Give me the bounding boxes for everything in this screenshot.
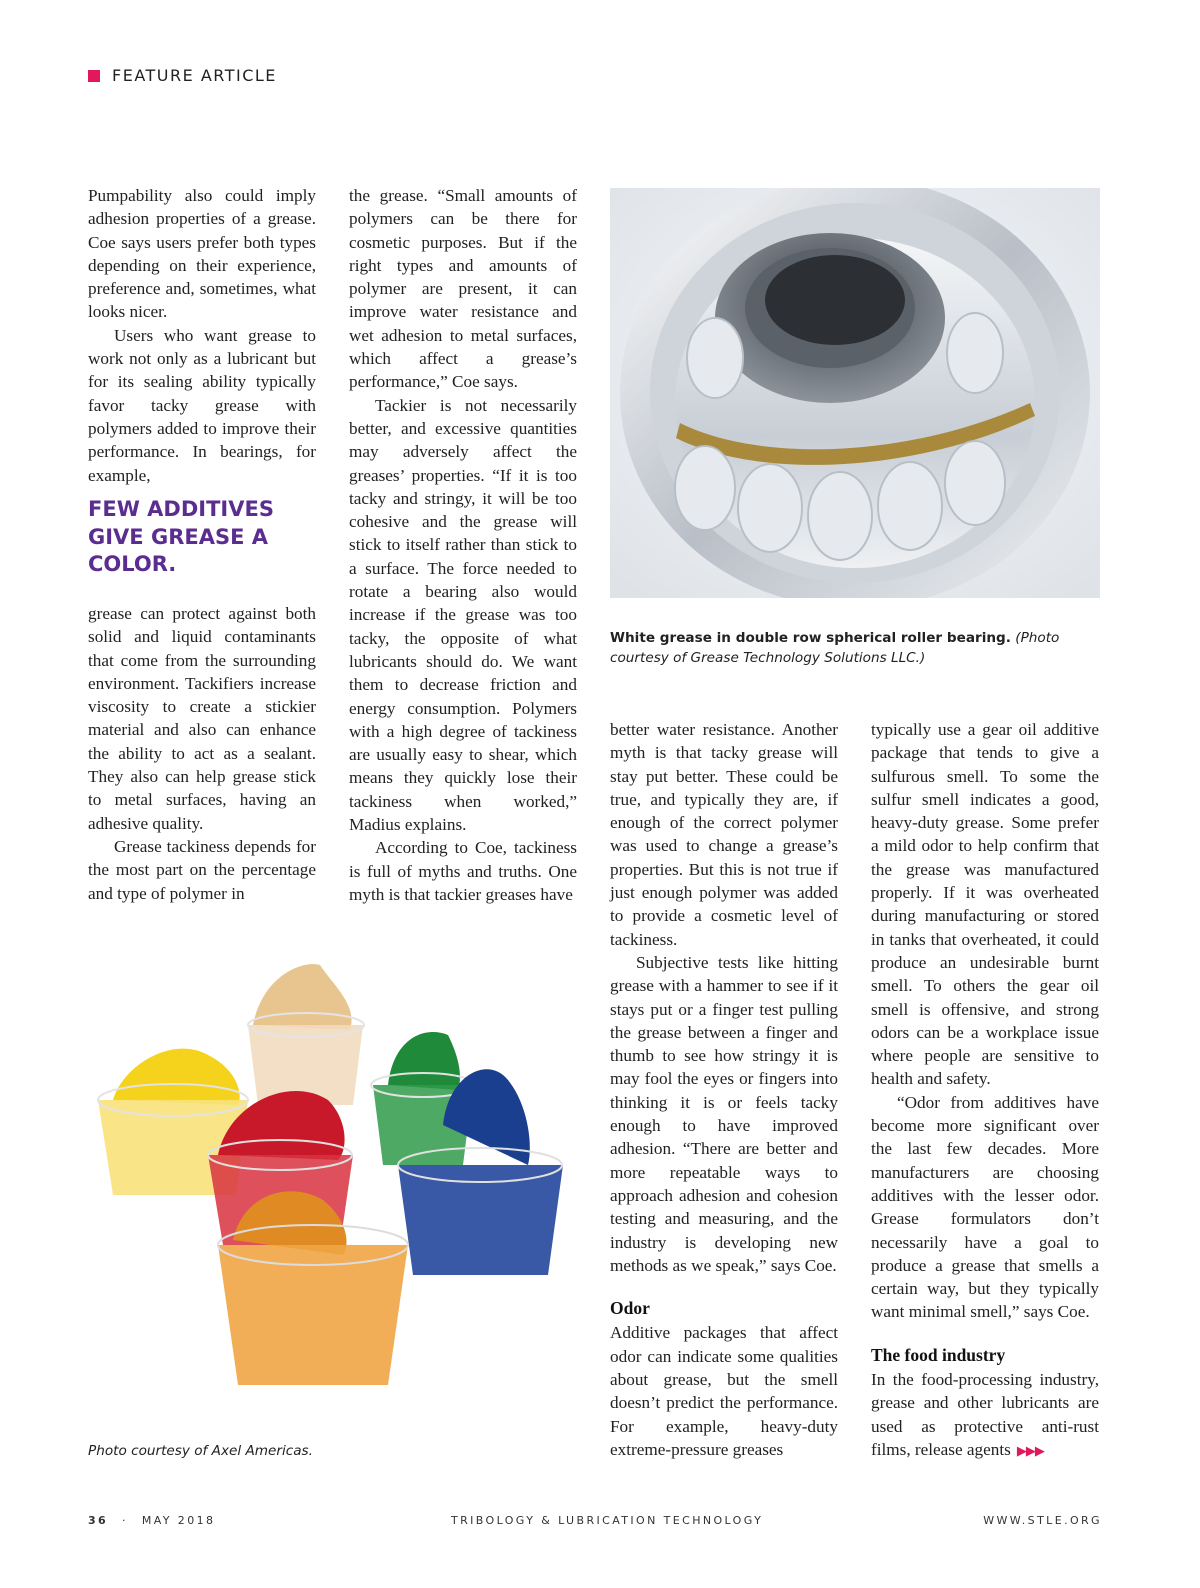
paragraph: Tackier is not necessarily better, and excessive quantities may adversely affect the greases’ properties. “If it is too tacky and stringy, it will be too cohesive and the grease will stick to itself rather than stick to a surface. The force needed to rotate a bearing also would increase if the grease was too tacky, the opposite of what lubricants should do. We want them to decrease friction and energy consumption. Polymers with a high degree of tackiness are usually easy to shear, which means they quickly lose their tackiness when worked,” Madius explains. bbox=[349, 395, 577, 835]
section-label: FEATURE ARTICLE bbox=[112, 66, 277, 85]
bearing-caption bbox=[610, 628, 1102, 668]
column-3 bbox=[610, 718, 838, 1461]
paragraph: better water resistance. Another myth is that tacky grease will stay put better. These could be true, and typically they are, if enough of the correct polymer was used to change a grease’s properties. But this is not true if just enough polymer was added to provide a cosmetic level of tackiness. bbox=[610, 720, 838, 949]
paragraph-text: In the food-processing industry, grease and other lubricants are used as protective anti-rust films, release agents bbox=[871, 1370, 1099, 1459]
issue-date: MAY 2018 bbox=[141, 1514, 216, 1527]
pull-quote-line: COLOR. bbox=[88, 552, 177, 576]
paragraph: grease can protect against both solid and liquid contaminants that come from the surrounding environment. Tackifiers increase viscosity to create a stickier material and also can enhance the ability to act as a sealant. They also can help grease stick to metal surfaces, having an adhesive quality. bbox=[88, 604, 316, 833]
section-heading-odor: Odor bbox=[610, 1298, 650, 1319]
footer-left bbox=[88, 1514, 215, 1527]
column-1-bottom bbox=[88, 602, 316, 905]
caption-bold: White grease in double row spherical roller bearing. bbox=[610, 630, 1011, 646]
paragraph: Additive packages that affect odor can indicate some qualities about grease, but the smell doesn’t predict the performance. For example, heavy-duty extreme-pressure greases bbox=[610, 1323, 838, 1459]
section-tag bbox=[88, 66, 277, 85]
column-4 bbox=[871, 718, 1099, 1462]
colored-grease-photo bbox=[88, 955, 568, 1405]
grease-caption bbox=[88, 1441, 313, 1461]
publication-name: TRIBOLOGY & LUBRICATION TECHNOLOGY bbox=[451, 1514, 764, 1527]
continue-arrows-icon: ▶▶▶ bbox=[1016, 1442, 1044, 1458]
page-number: 36 bbox=[88, 1514, 109, 1527]
section-square-icon bbox=[88, 70, 100, 82]
column-1-top bbox=[88, 184, 316, 487]
caption-credit: Photo courtesy of Axel Americas. bbox=[88, 1443, 313, 1459]
paragraph: Pumpability also could imply adhesion properties of a grease. Coe says users prefer both types depending on their experience, preference and, sometimes, what looks nicer. bbox=[88, 186, 316, 322]
website-url: WWW.STLE.ORG bbox=[983, 1514, 1102, 1527]
section-heading-food-industry: The food industry bbox=[871, 1344, 1006, 1365]
paragraph bbox=[871, 1368, 1099, 1462]
caption-credit: (Photo courtesy of Grease Technology Solutions LLC.) bbox=[610, 630, 1060, 666]
footer-separator: · bbox=[122, 1514, 128, 1527]
paragraph: According to Coe, tackiness is full of myths and truths. One myth is that tackier greases have bbox=[349, 838, 577, 904]
bearing-photo bbox=[610, 188, 1100, 598]
column-2 bbox=[349, 184, 577, 906]
paragraph: the grease. “Small amounts of polymers can be there for cosmetic purposes. But if the right types and amounts of polymer are present, it can improve water resistance and wet adhesion to metal surfaces, which affect a grease’s performance,” Coe says. bbox=[349, 186, 577, 392]
pull-quote-line: GIVE GREASE A bbox=[88, 524, 268, 549]
pull-quote-line: FEW ADDITIVES bbox=[88, 497, 274, 521]
paragraph: Users who want grease to work not only as a lubricant but for its sealing ability typically favor tacky grease with polymers added to improve their performance. In bearings, for example, bbox=[88, 325, 316, 485]
paragraph: typically use a gear oil additive package that tends to give a sulfurous smell. To some the sulfur smell indicates a good, heavy-duty grease. Some prefer a mild odor to help confirm that the grease was manufactured properly. If it was overheated during manufacturing or stored in tanks that overheated, it could produce an undesirable burnt smell. To others the gear oil smell is offensive, and strong odors can be a workplace issue where people are sensitive to health and safety. bbox=[871, 720, 1099, 1089]
paragraph: Subjective tests like hitting grease with a hammer to see if it stays put or a finger test pulling the grease between a finger and thumb to see how stringy it is may fool the eyes or fingers into thinking it is or feels tacky enough to have improved adhesion. “There are better and more repeatable ways to approach adhesion and cohesion testing and measuring, and the industry is developing new methods as we speak,” says Coe. bbox=[610, 952, 838, 1275]
paragraph: “Odor from additives have become more significant over the last few decades. More manufacturers are choosing additives with the lesser odor. Grease formulators don’t necessarily have a goal to produce a grease that smells a certain way, but they typically want minimal smell,” says Coe. bbox=[871, 1092, 1099, 1322]
paragraph: Grease tackiness depends for the most part on the percentage and type of polymer in bbox=[88, 836, 316, 903]
pull-quote bbox=[88, 496, 288, 579]
